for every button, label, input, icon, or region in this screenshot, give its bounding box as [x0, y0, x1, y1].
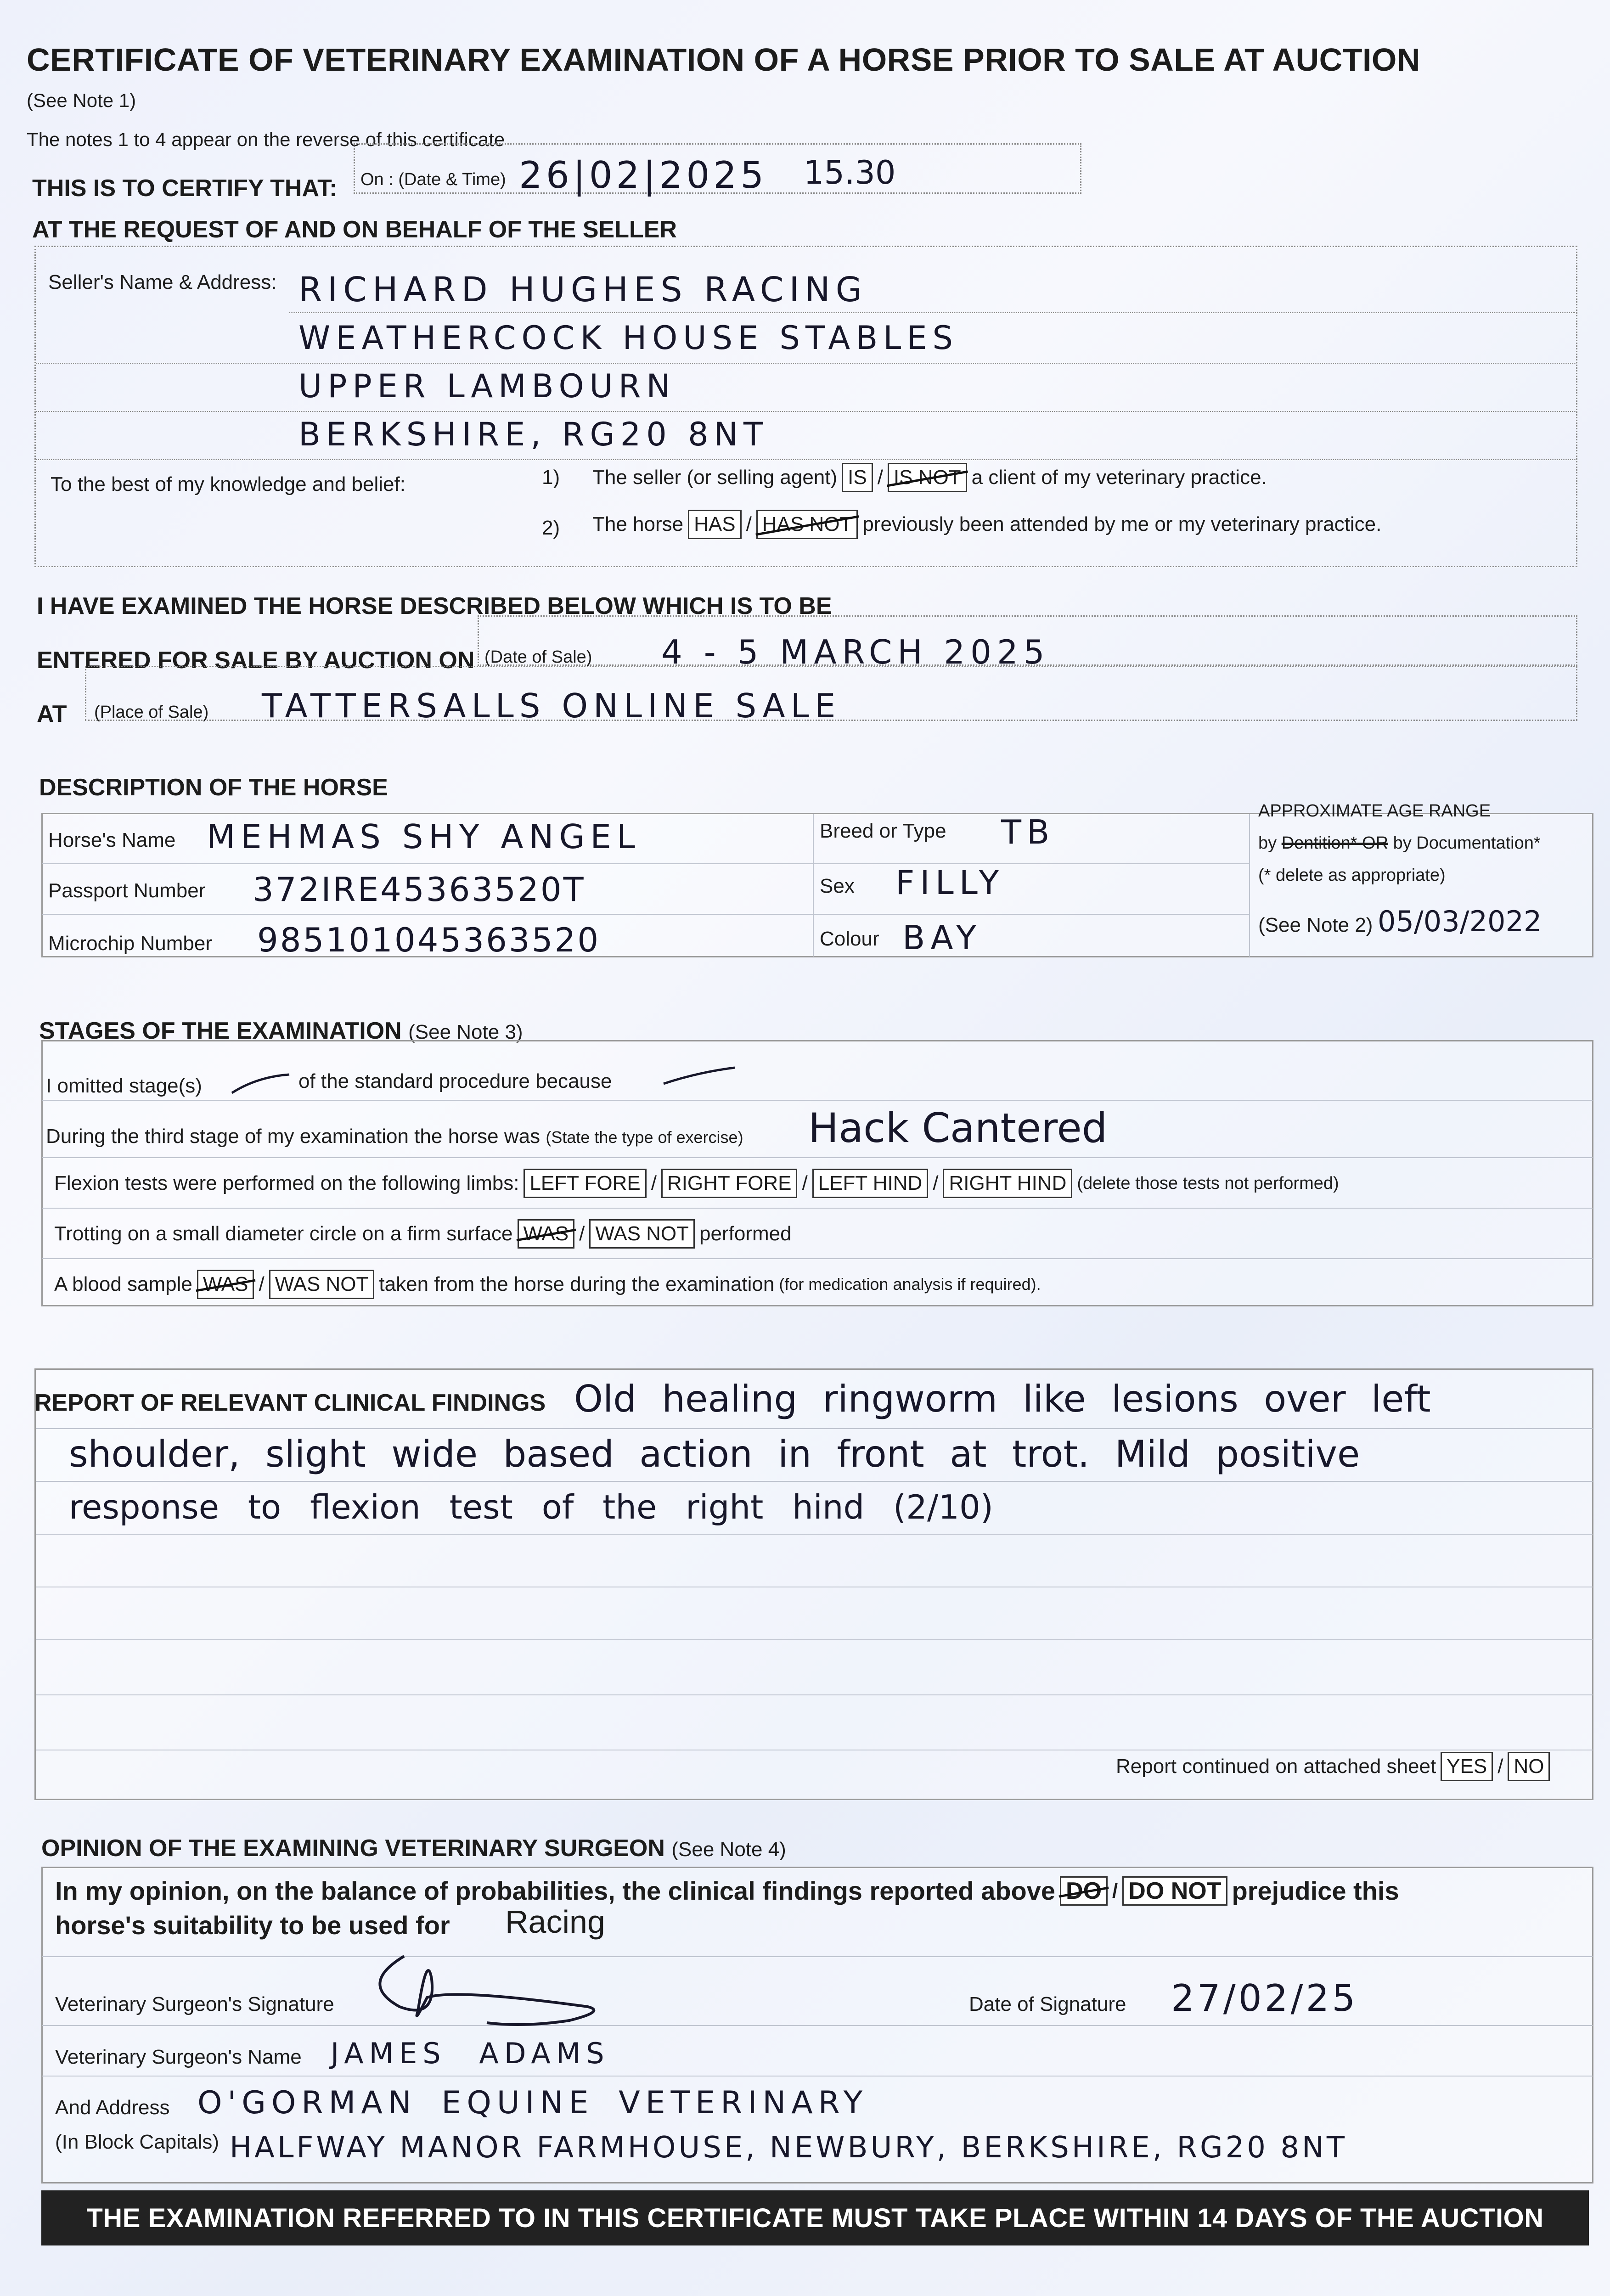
breed-value[interactable]: TB — [1001, 813, 1055, 851]
passport-value[interactable]: 372IRE45363520T — [253, 870, 585, 909]
age-delete-note: (* delete as appropriate) — [1258, 866, 1446, 885]
age-method-row — [1258, 833, 1541, 853]
exam-date[interactable]: 26|02|2025 — [519, 154, 768, 197]
omitted-reason-dash — [661, 1065, 739, 1088]
third-stage-value[interactable]: Hack Cantered — [808, 1104, 1108, 1152]
stmt1-is-not-option[interactable]: IS NOT — [888, 463, 967, 492]
trotting-post: performed — [699, 1222, 792, 1245]
age-documentation-option[interactable]: by Documentation* — [1393, 833, 1541, 853]
flexion-label: Flexion tests were performed on the following limbs: — [54, 1172, 519, 1194]
flexion-right-hind[interactable]: RIGHT HIND — [943, 1169, 1072, 1198]
vet-name-label: Veterinary Surgeon's Name — [55, 2046, 302, 2068]
sale-heading: I HAVE EXAMINED THE HORSE DESCRIBED BELOW WHICH IS TO BE — [37, 593, 832, 619]
opinion-use-value[interactable]: Racing — [505, 1904, 605, 1940]
trotting-row: Trotting on a small diameter circle on a firm surface WAS / WAS NOT performed — [54, 1219, 792, 1249]
opinion-text-2: horse's suitability to be used for — [55, 1911, 450, 1940]
signature-label: Veterinary Surgeon's Signature — [55, 1993, 334, 2015]
age-by: by — [1258, 833, 1277, 853]
vet-signature — [349, 1942, 606, 2030]
flexion-note: (delete those tests not performed) — [1077, 1173, 1339, 1193]
report-line-2[interactable]: shoulder, slight wide based action in front at trot. Mild positive — [69, 1433, 1360, 1475]
vet-name-value[interactable]: JAMES ADAMS — [331, 2037, 610, 2070]
opinion-do-option[interactable]: DO — [1060, 1876, 1108, 1906]
see-note-1: (See Note 1) — [27, 90, 136, 111]
opinion-text-1: In my opinion, on the balance of probabilities, the clinical findings reported above — [55, 1876, 1056, 1905]
stmt2-row: The horse HAS / HAS NOT previously been attended by me or my veterinary practice. — [592, 510, 1381, 539]
flexion-left-fore[interactable]: LEFT FORE — [524, 1169, 646, 1198]
report-continued-label: Report continued on attached sheet — [1116, 1755, 1436, 1778]
opinion-do-not-option[interactable]: DO NOT — [1122, 1876, 1227, 1906]
flexion-left-hind[interactable]: LEFT HIND — [812, 1169, 929, 1198]
colour-label: Colour — [820, 928, 879, 950]
certificate-title: CERTIFICATE OF VETERINARY EXAMINATION OF A HORSE PRIOR TO SALE AT AUCTION — [27, 42, 1420, 78]
third-stage-row — [46, 1125, 743, 1148]
opinion-text-1-post: prejudice this — [1232, 1876, 1399, 1905]
blood-row: A blood sample WAS / WAS NOT taken from the horse during the examination (for medication analysis if required). — [54, 1270, 1041, 1299]
sex-label: Sex — [820, 875, 855, 897]
omitted-post: of the standard procedure because — [298, 1070, 612, 1092]
microchip-label: Microchip Number — [48, 932, 212, 955]
opinion-heading-note: (See Note 4) — [671, 1838, 786, 1861]
seller-line-1[interactable]: RICHARD HUGHES RACING — [298, 270, 868, 310]
horse-name-value[interactable]: MEHMAS SHY ANGEL — [207, 817, 641, 856]
age-see-note: (See Note 2) — [1258, 914, 1373, 936]
blood-was-not-option[interactable]: WAS NOT — [269, 1270, 375, 1299]
report-line-3[interactable]: response to flexion test of the right hind (2/10) — [69, 1488, 993, 1526]
seller-line-2[interactable]: WEATHERCOCK HOUSE STABLES — [298, 319, 958, 357]
date-of-sale-value[interactable]: 4 - 5 MARCH 2025 — [661, 633, 1050, 671]
trotting-label: Trotting on a small diameter circle on a firm surface — [54, 1222, 513, 1245]
stmt2-has-not-option[interactable]: HAS NOT — [756, 510, 858, 539]
stmt2-has-option[interactable]: HAS — [688, 510, 741, 539]
at-label: AT — [37, 701, 67, 727]
address-label: And Address — [55, 2096, 170, 2119]
blood-was-option[interactable]: WAS — [197, 1270, 254, 1299]
address-label-2: (In Block Capitals) — [55, 2131, 220, 2153]
report-continued-no[interactable]: NO — [1508, 1752, 1550, 1781]
place-of-sale-label: (Place of Sale) — [94, 703, 209, 722]
seller-line-4[interactable]: BERKSHIRE, RG20 8NT — [298, 416, 769, 453]
stmt2-number: 2) — [542, 517, 560, 539]
omitted-dash-mark — [230, 1070, 294, 1097]
seller-name-label: Seller's Name & Address: — [48, 271, 277, 293]
stmt1-is-option[interactable]: IS — [842, 463, 873, 492]
certify-label: THIS IS TO CERTIFY THAT: — [32, 175, 338, 202]
sex-value[interactable]: FILLY — [895, 863, 1005, 902]
colour-value[interactable]: BAY — [902, 918, 982, 957]
date-time-label: On : (Date & Time) — [360, 170, 506, 189]
seller-line-3[interactable]: UPPER LAMBOURN — [298, 367, 676, 405]
opinion-heading — [41, 1835, 786, 1862]
entered-label: ENTERED FOR SALE BY AUCTION ON — [37, 647, 475, 674]
microchip-value[interactable]: 985101045363520 — [257, 921, 601, 959]
trotting-was-not-option[interactable]: WAS NOT — [589, 1219, 695, 1249]
exam-time[interactable]: 15.30 — [804, 154, 896, 191]
date-of-sale-label: (Date of Sale) — [484, 647, 592, 667]
blood-note: (for medication analysis if required). — [779, 1275, 1041, 1294]
breed-label: Breed or Type — [820, 820, 946, 842]
opinion-heading-text: OPINION OF THE EXAMINING VETERINARY SURGEON — [41, 1835, 665, 1862]
stmt1-pre: The seller (or selling agent) — [592, 466, 838, 489]
stmt1-row: The seller (or selling agent) IS / IS NOT a client of my veterinary practice. — [592, 463, 1267, 492]
footer-banner: THE EXAMINATION REFERRED TO IN THIS CERTIFICATE MUST TAKE PLACE WITHIN 14 DAYS OF THE AUCTION — [41, 2190, 1589, 2245]
omitted-pre: I omitted stage(s) — [46, 1075, 202, 1097]
age-range-heading: APPROXIMATE AGE RANGE — [1258, 801, 1491, 821]
description-heading: DESCRIPTION OF THE HORSE — [39, 774, 388, 801]
trotting-was-option[interactable]: WAS — [518, 1219, 575, 1249]
stmt1-number: 1) — [542, 466, 560, 489]
blood-post: taken from the horse during the examination — [379, 1273, 775, 1295]
report-continued-yes[interactable]: YES — [1441, 1752, 1493, 1781]
blood-label: A blood sample — [54, 1273, 192, 1295]
date-signature-value[interactable]: 27/02/25 — [1171, 1977, 1358, 2020]
report-continued-row: Report continued on attached sheet YES / NO — [1116, 1752, 1550, 1781]
age-value[interactable]: 05/03/2022 — [1378, 905, 1542, 938]
age-dentition-option[interactable]: Dentition* OR — [1281, 833, 1389, 853]
third-stage-note: (State the type of exercise) — [546, 1128, 743, 1147]
report-heading: REPORT OF RELEVANT CLINICAL FINDINGS — [34, 1390, 546, 1416]
seller-heading: AT THE REQUEST OF AND ON BEHALF OF THE SELLER — [32, 216, 677, 243]
flexion-row: Flexion tests were performed on the following limbs: LEFT FORE / RIGHT FORE / LEFT HIND / RIGHT HIND (delete those tests not performed) — [54, 1169, 1339, 1198]
stages-heading-text: STAGES OF THE EXAMINATION — [39, 1018, 402, 1044]
address-line-1[interactable]: O'GORMAN EQUINE VETERINARY — [197, 2085, 868, 2121]
notes-line: The notes 1 to 4 appear on the reverse of this certificate — [27, 129, 505, 150]
date-signature-label: Date of Signature — [969, 1993, 1126, 2015]
passport-label: Passport Number — [48, 879, 206, 902]
horse-name-label: Horse's Name — [48, 829, 176, 851]
stages-heading-note: (See Note 3) — [408, 1021, 523, 1043]
report-line-1[interactable]: Old healing ringworm like lesions over left — [574, 1378, 1431, 1420]
opinion-sentence-row: In my opinion, on the balance of probabilities, the clinical findings reported above DO / DO NOT prejudice this — [55, 1876, 1399, 1905]
flexion-right-fore[interactable]: RIGHT FORE — [661, 1169, 798, 1198]
knowledge-label: To the best of my knowledge and belief: — [51, 473, 405, 495]
stmt2-post: previously been attended by me or my veterinary practice. — [862, 513, 1382, 535]
address-line-2[interactable]: HALFWAY MANOR FARMHOUSE, NEWBURY, BERKSHIRE, RG20 8NT — [230, 2131, 1347, 2165]
stmt1-post: a client of my veterinary practice. — [971, 466, 1267, 489]
third-stage-label: During the third stage of my examination the horse was — [46, 1125, 540, 1148]
stmt2-pre: The horse — [592, 513, 684, 535]
place-of-sale-value[interactable]: TATTERSALLS ONLINE SALE — [262, 687, 841, 725]
